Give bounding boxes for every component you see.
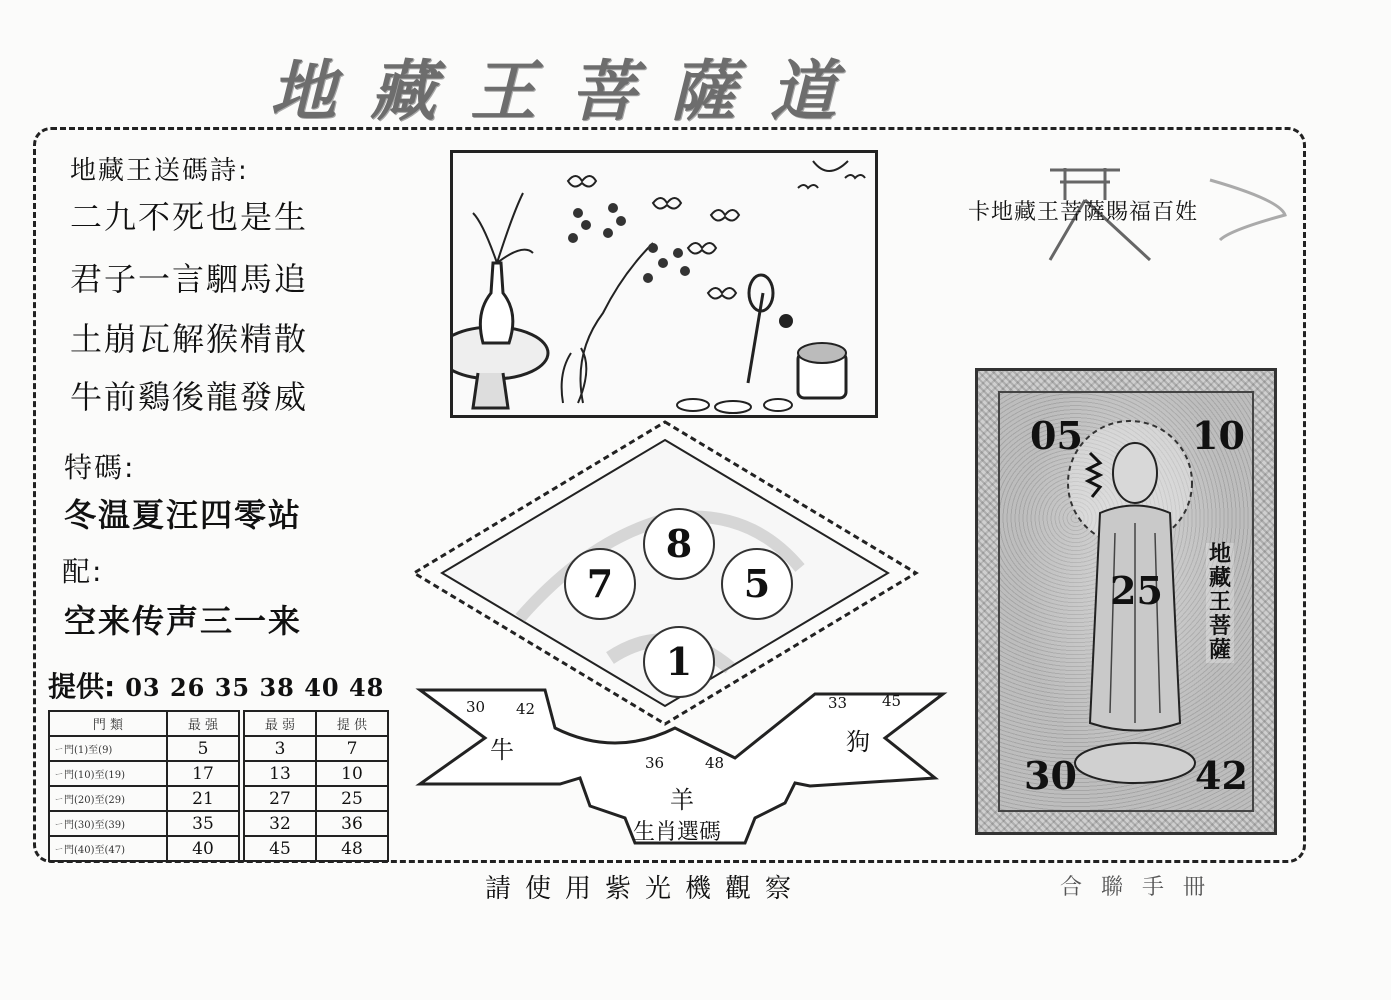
- table-cell: ㄧ門(20)至(29): [49, 786, 167, 811]
- poem-line-4: 牛前鷄後龍發威: [70, 378, 309, 416]
- table-cell: 36: [316, 811, 388, 836]
- table-cell: ㄧ門(10)至(19): [49, 761, 167, 786]
- table-cell: 13: [244, 761, 316, 786]
- table-cell: 40: [167, 836, 239, 861]
- table-cell: 48: [316, 836, 388, 861]
- table-cell: ㄧ門(40)至(47): [49, 836, 167, 861]
- number-ball: 7: [564, 548, 636, 620]
- table-cell: 32: [244, 811, 316, 836]
- page-title: 地藏王菩薩道: [270, 52, 870, 130]
- number-ball: 5: [721, 548, 793, 620]
- zodiac-caption: 生肖選碼: [633, 820, 722, 845]
- table-cell: 35: [167, 811, 239, 836]
- poem-line-3: 土崩瓦解猴精散: [70, 320, 309, 358]
- pair-label: 配:: [62, 555, 104, 588]
- table-header-row: [49, 711, 388, 736]
- table-cell: 21: [167, 786, 239, 811]
- table-cell: 7: [316, 736, 388, 761]
- footer-note: 請使用紫光機觀察: [485, 874, 806, 904]
- blessing-text: 卡地藏王菩薩賜福百姓: [968, 200, 1199, 225]
- provide-row: [48, 665, 384, 705]
- buddha-number: 30: [1024, 753, 1077, 798]
- zodiac-ox-num: 30: [466, 698, 486, 716]
- pair-text: 空来传声三一来: [64, 602, 303, 640]
- buddha-number: 25: [1110, 568, 1163, 613]
- sketch-illustration: [453, 153, 875, 415]
- buddha-vertical-text: 地藏王菩薩: [1206, 543, 1234, 663]
- provide-numbers: 03 26 35 38 40 48: [125, 673, 385, 702]
- table-row: [49, 761, 388, 786]
- table-row: [49, 811, 388, 836]
- table-cell: ㄧ門(1)至(9): [49, 736, 167, 761]
- table-cell: 25: [316, 786, 388, 811]
- buddha-number: 42: [1195, 753, 1248, 798]
- table-cell: 10: [316, 761, 388, 786]
- table-cell: 5: [167, 736, 239, 761]
- buddha-figure: [998, 391, 1254, 812]
- poem-line-2: 君子一言駟馬追: [70, 260, 309, 298]
- special-label: 特碼:: [64, 451, 136, 484]
- buddha-number: 05: [1030, 413, 1083, 458]
- poem-line-1: 二九不死也是生: [70, 198, 309, 236]
- special-text: 冬温夏汪四零站: [64, 496, 303, 534]
- table-cell: 3: [244, 736, 316, 761]
- poem-heading: 地藏王送碼詩:: [70, 156, 249, 186]
- table-row: [49, 736, 388, 761]
- col-header-provide: 提 供: [316, 711, 388, 736]
- table-row: [49, 836, 388, 861]
- footer-right: 合 聯 手 冊: [1060, 875, 1211, 900]
- table-cell: ㄧ門(30)至(39): [49, 811, 167, 836]
- number-ball: 8: [643, 508, 715, 580]
- table-cell: 45: [244, 836, 316, 861]
- zodiac-dog-num: 45: [882, 692, 902, 710]
- table-cell: 27: [244, 786, 316, 811]
- zodiac-dog: 狗: [846, 728, 870, 756]
- table-cell: 17: [167, 761, 239, 786]
- table-row: [49, 786, 388, 811]
- col-header-strongest: 最 强: [167, 711, 239, 736]
- zodiac-dog-num: 33: [828, 694, 848, 712]
- col-header-category: 門 類: [49, 711, 167, 736]
- buddha-number: 10: [1192, 413, 1245, 458]
- odds-table: [48, 710, 389, 862]
- buddha-panel: [975, 368, 1277, 835]
- zodiac-goat-num: 48: [705, 754, 725, 772]
- col-header-weakest: 最 弱: [244, 711, 316, 736]
- zodiac-goat: 羊: [670, 786, 694, 814]
- zodiac-ox-num: 42: [516, 700, 536, 718]
- zodiac-goat-num: 36: [645, 754, 665, 772]
- riddle-sketch: [450, 150, 878, 418]
- zodiac-ox: 牛: [490, 736, 514, 764]
- number-ball: 1: [643, 626, 715, 698]
- provide-label: 提供:: [48, 670, 116, 703]
